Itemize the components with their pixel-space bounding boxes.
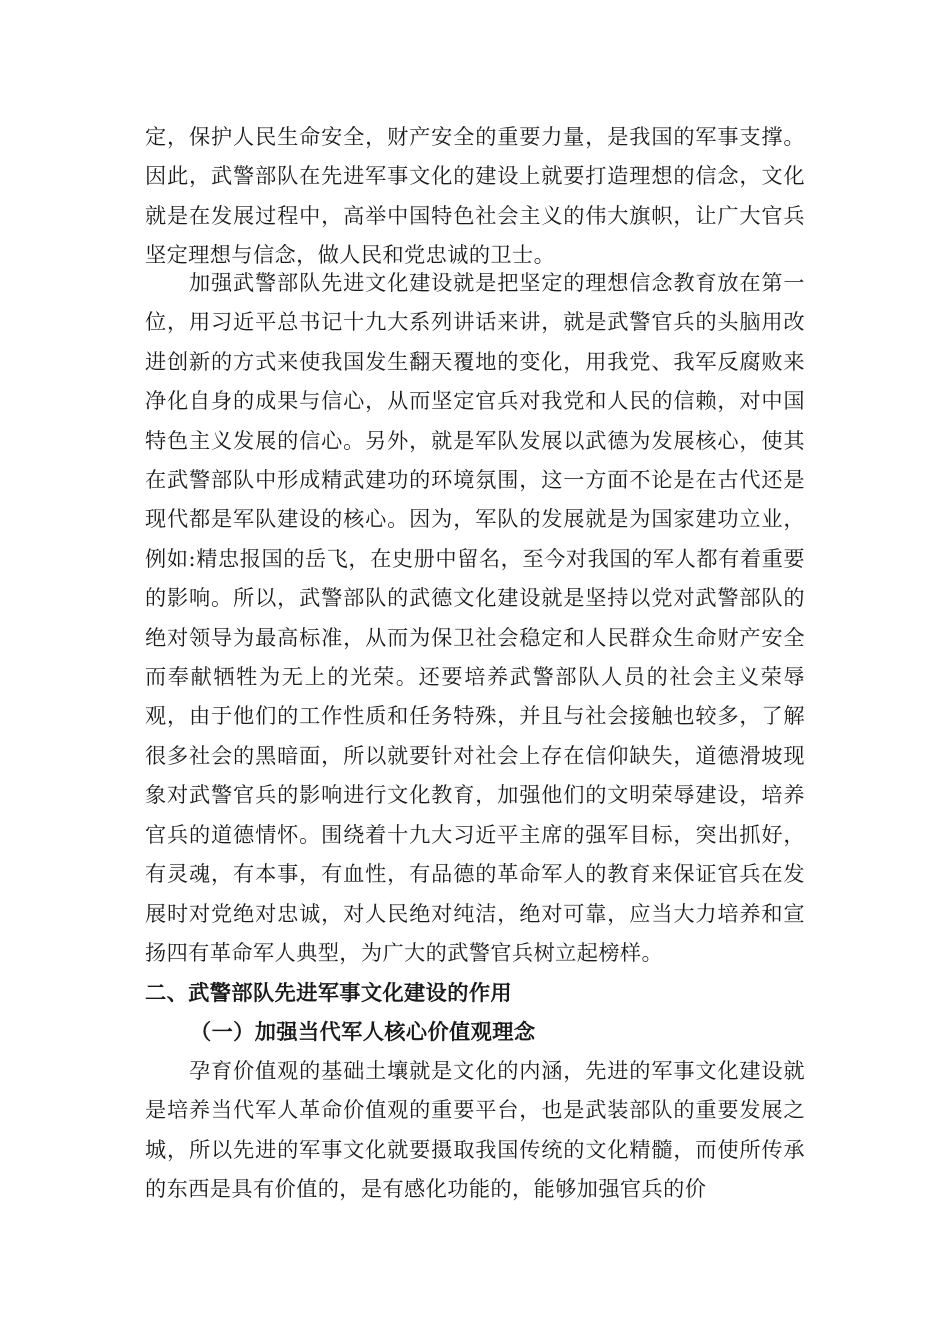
body-paragraph-3: 孕育价值观的基础土壤就是文化的内涵，先进的军事文化建设就是培养当代军人革命价值观的重要平台，也是武装部队的重要发展之城，所以先进的军事文化就要摄取我国传统的文化精髓，而使所传承的东西是具有价值的，是有感化功能的，能够加强官兵的价 bbox=[145, 1058, 805, 1202]
body-paragraph-2: 加强武警部队先进文化建设就是把坚定的理想信念教育放在第一位，用习近平总书记十九大系列讲话来讲，就是武警官兵的头脑用改进创新的方式来使我国发生翻天覆地的变化，用我党、我军反腐败来净化自身的成果与信心，从而坚定官兵对我党和人民的信赖，对中国特色主义发展的信心。另外，就是军队发展以武德为发展核心，使其在武警部队中形成精武建功的环境氛围，这一方面不论是在古代还是现代都是军队建设的核心。因为，军队的发展就是为国家建功立业，例如:精忠报国的岳飞，在史册中留名，至今对我国的军人都有着重要的影响。所以，武警部队的武德文化建设就是坚持以党对武警部队的绝对领导为最高标准，从而为保卫社会稳定和人民群众生命财产安全而奉献牺牲为无上的光荣。还要培养武警部队人员的社会主义荣辱观，由于他们的工作性质和任务特殊，并且与社会接触也较多，了解很多社会的黑暗面，所以就要针对社会上存在信仰缺失，道德滑坡现象对武警官兵的影响进行文化教育，加强他们的文明荣辱建设，培养官兵的道德情怀。围绕着十九大习近平主席的强军目标，突出抓好，有灵魂，有本事，有血性，有品德的革命军人的教育来保证官兵在发展时对党绝对忠诚，对人民绝对纯洁，绝对可靠，应当大力培养和宣扬四有革命军人典型，为广大的武警官兵树立起榜样。 bbox=[145, 270, 805, 965]
body-paragraph-1: 定，保护人民生命安全，财产安全的重要力量，是我国的军事支撑。因此，武警部队在先进军事文化的建设上就要打造理想的信念，文化就是在发展过程中，高举中国特色社会主义的伟大旗帜，让广大官兵坚定理想与信念，做人民和党忠诚的卫士。 bbox=[145, 124, 805, 268]
section-heading: 二、武警部队先进军事文化建设的作用 bbox=[145, 980, 512, 1005]
subsection-heading: （一）加强当代军人核心价值观理念 bbox=[190, 1019, 536, 1044]
